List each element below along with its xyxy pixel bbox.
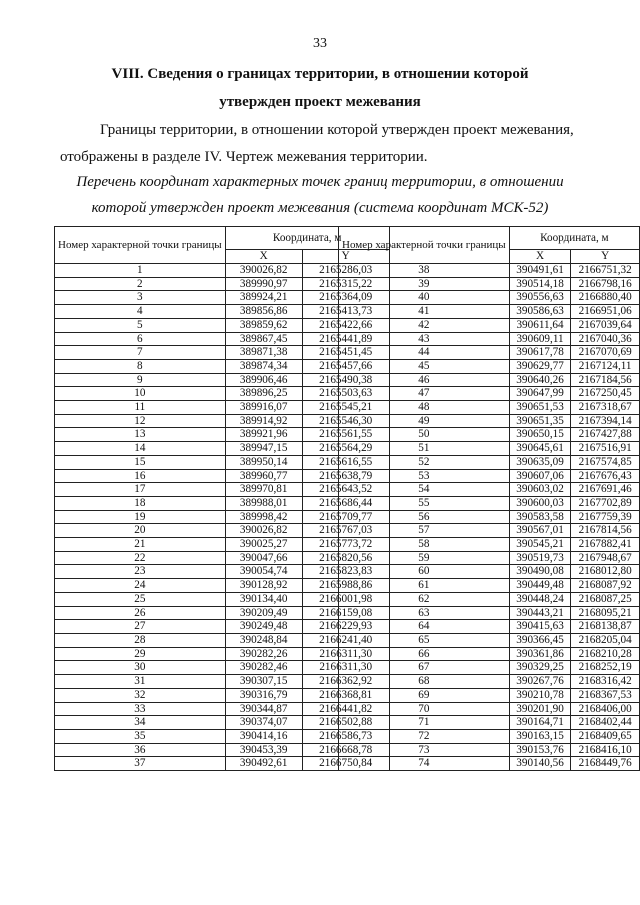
table-row <box>339 757 640 771</box>
x-coordinate-cell: 389859,62 <box>225 318 302 332</box>
point-number-cell: 11 <box>55 401 226 415</box>
point-number-cell: 1 <box>55 264 226 278</box>
header-y: Y <box>571 250 640 264</box>
y-coordinate-cell: 2168402,44 <box>571 716 640 730</box>
y-coordinate-cell: 2167250,45 <box>571 387 640 401</box>
point-number-cell: 32 <box>55 688 226 702</box>
point-number-cell: 7 <box>55 346 226 360</box>
y-coordinate-cell: 2165546,30 <box>302 414 389 428</box>
y-coordinate-cell: 2167039,64 <box>571 318 640 332</box>
point-number-cell: 71 <box>339 716 510 730</box>
point-number-cell: 47 <box>339 387 510 401</box>
x-coordinate-cell: 390556,63 <box>509 291 571 305</box>
x-coordinate-cell: 390519,73 <box>509 551 571 565</box>
x-coordinate-cell: 390374,07 <box>225 716 302 730</box>
point-number-cell: 19 <box>55 510 226 524</box>
x-coordinate-cell: 390163,15 <box>509 729 571 743</box>
point-number-cell: 33 <box>55 702 226 716</box>
x-coordinate-cell: 390609,11 <box>509 332 571 346</box>
y-coordinate-cell: 2165709,77 <box>302 510 389 524</box>
point-number-cell: 21 <box>55 538 226 552</box>
table-row <box>339 688 640 702</box>
x-coordinate-cell: 390567,01 <box>509 524 571 538</box>
y-coordinate-cell: 2165286,03 <box>302 264 389 278</box>
table-row <box>339 387 640 401</box>
x-coordinate-cell: 390603,02 <box>509 483 571 497</box>
x-coordinate-cell: 390026,82 <box>225 524 302 538</box>
table-row <box>339 359 640 373</box>
y-coordinate-cell: 2168416,10 <box>571 743 640 757</box>
y-coordinate-cell: 2166311,30 <box>302 661 389 675</box>
coordinates-table-right <box>338 226 640 771</box>
table-row <box>339 606 640 620</box>
y-coordinate-cell: 2167691,46 <box>571 483 640 497</box>
point-number-cell: 63 <box>339 606 510 620</box>
header-y: Y <box>302 250 389 264</box>
point-number-cell: 20 <box>55 524 226 538</box>
x-coordinate-cell: 389990,97 <box>225 277 302 291</box>
table-row <box>339 551 640 565</box>
x-coordinate-cell: 390282,46 <box>225 661 302 675</box>
point-number-cell: 14 <box>55 442 226 456</box>
y-coordinate-cell: 2168316,42 <box>571 675 640 689</box>
y-coordinate-cell: 2167814,56 <box>571 524 640 538</box>
y-coordinate-cell: 2165490,38 <box>302 373 389 387</box>
x-coordinate-cell: 390640,26 <box>509 373 571 387</box>
point-number-cell: 65 <box>339 633 510 647</box>
y-coordinate-cell: 2167070,69 <box>571 346 640 360</box>
x-coordinate-cell: 389970,81 <box>225 483 302 497</box>
table-row <box>339 510 640 524</box>
point-number-cell: 13 <box>55 428 226 442</box>
y-coordinate-cell: 2165820,56 <box>302 551 389 565</box>
table-row <box>339 496 640 510</box>
x-coordinate-cell: 390248,84 <box>225 633 302 647</box>
y-coordinate-cell: 2166368,81 <box>302 688 389 702</box>
y-coordinate-cell: 2165364,09 <box>302 291 389 305</box>
y-coordinate-cell: 2165422,66 <box>302 318 389 332</box>
y-coordinate-cell: 2165616,55 <box>302 455 389 469</box>
point-number-cell: 39 <box>339 277 510 291</box>
point-number-cell: 40 <box>339 291 510 305</box>
x-coordinate-cell: 390134,40 <box>225 592 302 606</box>
point-number-cell: 34 <box>55 716 226 730</box>
table-row <box>339 702 640 716</box>
table-row <box>339 346 640 360</box>
y-coordinate-cell: 2168095,21 <box>571 606 640 620</box>
x-coordinate-cell: 390054,74 <box>225 565 302 579</box>
y-coordinate-cell: 2165643,52 <box>302 483 389 497</box>
table-row <box>339 592 640 606</box>
x-coordinate-cell: 389856,86 <box>225 305 302 319</box>
point-number-cell: 28 <box>55 633 226 647</box>
y-coordinate-cell: 2167394,14 <box>571 414 640 428</box>
table-row <box>339 716 640 730</box>
table-row <box>339 401 640 415</box>
y-coordinate-cell: 2165767,03 <box>302 524 389 538</box>
y-coordinate-cell: 2168012,80 <box>571 565 640 579</box>
point-number-cell: 73 <box>339 743 510 757</box>
x-coordinate-cell: 390491,61 <box>509 264 571 278</box>
x-coordinate-cell: 390617,78 <box>509 346 571 360</box>
x-coordinate-cell: 389896,25 <box>225 387 302 401</box>
y-coordinate-cell: 2166798,16 <box>571 277 640 291</box>
point-number-cell: 29 <box>55 647 226 661</box>
x-coordinate-cell: 390201,90 <box>509 702 571 716</box>
point-number-cell: 2 <box>55 277 226 291</box>
table-body-right <box>339 264 640 771</box>
point-number-cell: 54 <box>339 483 510 497</box>
point-number-cell: 9 <box>55 373 226 387</box>
y-coordinate-cell: 2167759,39 <box>571 510 640 524</box>
x-coordinate-cell: 390448,24 <box>509 592 571 606</box>
point-number-cell: 74 <box>339 757 510 771</box>
x-coordinate-cell: 390453,39 <box>225 743 302 757</box>
y-coordinate-cell: 2167676,43 <box>571 469 640 483</box>
point-number-cell: 38 <box>339 264 510 278</box>
point-number-cell: 42 <box>339 318 510 332</box>
y-coordinate-cell: 2168367,53 <box>571 688 640 702</box>
x-coordinate-cell: 390586,63 <box>509 305 571 319</box>
point-number-cell: 23 <box>55 565 226 579</box>
table-row <box>339 675 640 689</box>
x-coordinate-cell: 390249,48 <box>225 620 302 634</box>
table-row <box>339 743 640 757</box>
table-caption-line-2: которой утвержден проект межевания (система координат МСК-52) <box>91 200 549 216</box>
table-row <box>339 414 640 428</box>
y-coordinate-cell: 2166880,40 <box>571 291 640 305</box>
point-number-cell: 56 <box>339 510 510 524</box>
x-coordinate-cell: 390449,48 <box>509 579 571 593</box>
x-coordinate-cell: 390366,45 <box>509 633 571 647</box>
x-coordinate-cell: 389950,14 <box>225 455 302 469</box>
point-number-cell: 43 <box>339 332 510 346</box>
x-coordinate-cell: 390651,35 <box>509 414 571 428</box>
point-number-cell: 36 <box>55 743 226 757</box>
section-heading-line-1: VIII. Сведения о границах территории, в отношении которой <box>111 66 529 82</box>
x-coordinate-cell: 390282,26 <box>225 647 302 661</box>
x-coordinate-cell: 390607,06 <box>509 469 571 483</box>
point-number-cell: 50 <box>339 428 510 442</box>
x-coordinate-cell: 390025,27 <box>225 538 302 552</box>
y-coordinate-cell: 2165545,21 <box>302 401 389 415</box>
table-row <box>339 538 640 552</box>
x-coordinate-cell: 390047,66 <box>225 551 302 565</box>
point-number-cell: 45 <box>339 359 510 373</box>
x-coordinate-cell: 390164,71 <box>509 716 571 730</box>
y-coordinate-cell: 2165451,45 <box>302 346 389 360</box>
point-number-cell: 60 <box>339 565 510 579</box>
y-coordinate-cell: 2165457,66 <box>302 359 389 373</box>
x-coordinate-cell: 390583,58 <box>509 510 571 524</box>
x-coordinate-cell: 389871,38 <box>225 346 302 360</box>
header-coordinates: Координата, м <box>225 227 389 250</box>
header-x: X <box>509 250 571 264</box>
point-number-cell: 22 <box>55 551 226 565</box>
y-coordinate-cell: 2168087,92 <box>571 579 640 593</box>
header-x: X <box>225 250 302 264</box>
y-coordinate-cell: 2167040,36 <box>571 332 640 346</box>
x-coordinate-cell: 390611,64 <box>509 318 571 332</box>
point-number-cell: 12 <box>55 414 226 428</box>
x-coordinate-cell: 390545,21 <box>509 538 571 552</box>
y-coordinate-cell: 2165315,22 <box>302 277 389 291</box>
y-coordinate-cell: 2166229,93 <box>302 620 389 634</box>
x-coordinate-cell: 389998,42 <box>225 510 302 524</box>
table-row <box>339 332 640 346</box>
y-coordinate-cell: 2166502,88 <box>302 716 389 730</box>
point-number-cell: 59 <box>339 551 510 565</box>
y-coordinate-cell: 2165441,89 <box>302 332 389 346</box>
point-number-cell: 70 <box>339 702 510 716</box>
x-coordinate-cell: 390414,16 <box>225 729 302 743</box>
x-coordinate-cell: 389874,34 <box>225 359 302 373</box>
point-number-cell: 57 <box>339 524 510 538</box>
header-point-number: Номер характерной точки границы <box>55 227 226 264</box>
y-coordinate-cell: 2167882,41 <box>571 538 640 552</box>
table-row <box>339 524 640 538</box>
point-number-cell: 27 <box>55 620 226 634</box>
point-number-cell: 61 <box>339 579 510 593</box>
y-coordinate-cell: 2166586,73 <box>302 729 389 743</box>
point-number-cell: 37 <box>55 757 226 771</box>
x-coordinate-cell: 389960,77 <box>225 469 302 483</box>
table-row <box>339 318 640 332</box>
x-coordinate-cell: 389988,01 <box>225 496 302 510</box>
table-caption-line-1: Перечень координат характерных точек границ территории, в отношении <box>76 174 564 190</box>
point-number-cell: 49 <box>339 414 510 428</box>
body-paragraph-line-2: отображены в разделе IV. Чертеж межевания территории. <box>60 149 428 165</box>
x-coordinate-cell: 390316,79 <box>225 688 302 702</box>
x-coordinate-cell: 390490,08 <box>509 565 571 579</box>
x-coordinate-cell: 389914,92 <box>225 414 302 428</box>
point-number-cell: 58 <box>339 538 510 552</box>
table-row <box>339 620 640 634</box>
y-coordinate-cell: 2168406,00 <box>571 702 640 716</box>
point-number-cell: 18 <box>55 496 226 510</box>
table-row <box>339 729 640 743</box>
x-coordinate-cell: 390650,15 <box>509 428 571 442</box>
x-coordinate-cell: 390492,61 <box>225 757 302 771</box>
y-coordinate-cell: 2168205,04 <box>571 633 640 647</box>
y-coordinate-cell: 2168087,25 <box>571 592 640 606</box>
y-coordinate-cell: 2166750,84 <box>302 757 389 771</box>
table-row <box>339 633 640 647</box>
x-coordinate-cell: 390267,76 <box>509 675 571 689</box>
table-row <box>339 455 640 469</box>
y-coordinate-cell: 2167574,85 <box>571 455 640 469</box>
x-coordinate-cell: 389921,96 <box>225 428 302 442</box>
y-coordinate-cell: 2166441,82 <box>302 702 389 716</box>
x-coordinate-cell: 390651,53 <box>509 401 571 415</box>
point-number-cell: 26 <box>55 606 226 620</box>
y-coordinate-cell: 2168449,76 <box>571 757 640 771</box>
point-number-cell: 53 <box>339 469 510 483</box>
point-number-cell: 4 <box>55 305 226 319</box>
y-coordinate-cell: 2168409,65 <box>571 729 640 743</box>
y-coordinate-cell: 2166159,08 <box>302 606 389 620</box>
point-number-cell: 25 <box>55 592 226 606</box>
point-number-cell: 62 <box>339 592 510 606</box>
x-coordinate-cell: 389916,07 <box>225 401 302 415</box>
table-row <box>339 291 640 305</box>
point-number-cell: 48 <box>339 401 510 415</box>
point-number-cell: 69 <box>339 688 510 702</box>
x-coordinate-cell: 390344,87 <box>225 702 302 716</box>
body-paragraph-line-1: Границы территории, в отношении которой утвержден проект межевания, <box>100 122 574 138</box>
point-number-cell: 66 <box>339 647 510 661</box>
y-coordinate-cell: 2166751,32 <box>571 264 640 278</box>
y-coordinate-cell: 2167948,67 <box>571 551 640 565</box>
table-row <box>339 264 640 278</box>
y-coordinate-cell: 2165686,44 <box>302 496 389 510</box>
y-coordinate-cell: 2165823,83 <box>302 565 389 579</box>
point-number-cell: 6 <box>55 332 226 346</box>
y-coordinate-cell: 2168210,28 <box>571 647 640 661</box>
point-number-cell: 3 <box>55 291 226 305</box>
point-number-cell: 68 <box>339 675 510 689</box>
point-number-cell: 31 <box>55 675 226 689</box>
x-coordinate-cell: 390361,86 <box>509 647 571 661</box>
table-row <box>339 565 640 579</box>
y-coordinate-cell: 2167702,89 <box>571 496 640 510</box>
y-coordinate-cell: 2168252,19 <box>571 661 640 675</box>
x-coordinate-cell: 389867,45 <box>225 332 302 346</box>
y-coordinate-cell: 2166001,98 <box>302 592 389 606</box>
x-coordinate-cell: 390645,61 <box>509 442 571 456</box>
x-coordinate-cell: 390647,99 <box>509 387 571 401</box>
x-coordinate-cell: 390209,49 <box>225 606 302 620</box>
x-coordinate-cell: 390210,78 <box>509 688 571 702</box>
header-coordinates: Координата, м <box>509 227 639 250</box>
x-coordinate-cell: 390600,03 <box>509 496 571 510</box>
table-row <box>339 469 640 483</box>
y-coordinate-cell: 2166311,30 <box>302 647 389 661</box>
y-coordinate-cell: 2165503,63 <box>302 387 389 401</box>
x-coordinate-cell: 390153,76 <box>509 743 571 757</box>
x-coordinate-cell: 389906,46 <box>225 373 302 387</box>
page-number: 33 <box>313 36 327 51</box>
section-heading-line-2: утвержден проект межевания <box>219 94 421 110</box>
point-number-cell: 17 <box>55 483 226 497</box>
table-row <box>339 483 640 497</box>
y-coordinate-cell: 2165638,79 <box>302 469 389 483</box>
point-number-cell: 10 <box>55 387 226 401</box>
x-coordinate-cell: 390140,56 <box>509 757 571 771</box>
x-coordinate-cell: 390026,82 <box>225 264 302 278</box>
y-coordinate-cell: 2165773,72 <box>302 538 389 552</box>
point-number-cell: 44 <box>339 346 510 360</box>
x-coordinate-cell: 389947,15 <box>225 442 302 456</box>
table-row <box>339 661 640 675</box>
y-coordinate-cell: 2166241,40 <box>302 633 389 647</box>
y-coordinate-cell: 2165413,73 <box>302 305 389 319</box>
y-coordinate-cell: 2165564,29 <box>302 442 389 456</box>
point-number-cell: 5 <box>55 318 226 332</box>
y-coordinate-cell: 2165988,86 <box>302 579 389 593</box>
table-row <box>339 442 640 456</box>
table-row <box>339 579 640 593</box>
point-number-cell: 55 <box>339 496 510 510</box>
table-row <box>339 305 640 319</box>
point-number-cell: 41 <box>339 305 510 319</box>
y-coordinate-cell: 2165561,55 <box>302 428 389 442</box>
y-coordinate-cell: 2167318,67 <box>571 401 640 415</box>
point-number-cell: 24 <box>55 579 226 593</box>
table-row <box>339 428 640 442</box>
x-coordinate-cell: 390329,25 <box>509 661 571 675</box>
table-row <box>339 647 640 661</box>
x-coordinate-cell: 390629,77 <box>509 359 571 373</box>
point-number-cell: 30 <box>55 661 226 675</box>
x-coordinate-cell: 390307,15 <box>225 675 302 689</box>
x-coordinate-cell: 390443,21 <box>509 606 571 620</box>
table-row <box>339 373 640 387</box>
y-coordinate-cell: 2166362,92 <box>302 675 389 689</box>
x-coordinate-cell: 390415,63 <box>509 620 571 634</box>
point-number-cell: 51 <box>339 442 510 456</box>
point-number-cell: 8 <box>55 359 226 373</box>
x-coordinate-cell: 390635,09 <box>509 455 571 469</box>
point-number-cell: 52 <box>339 455 510 469</box>
point-number-cell: 46 <box>339 373 510 387</box>
y-coordinate-cell: 2167427,88 <box>571 428 640 442</box>
table-row <box>339 277 640 291</box>
point-number-cell: 72 <box>339 729 510 743</box>
header-point-number: Номер характерной точки границы <box>339 227 510 264</box>
y-coordinate-cell: 2167124,11 <box>571 359 640 373</box>
x-coordinate-cell: 389924,21 <box>225 291 302 305</box>
point-number-cell: 16 <box>55 469 226 483</box>
y-coordinate-cell: 2167516,91 <box>571 442 640 456</box>
point-number-cell: 67 <box>339 661 510 675</box>
point-number-cell: 35 <box>55 729 226 743</box>
y-coordinate-cell: 2168138,87 <box>571 620 640 634</box>
x-coordinate-cell: 390514,18 <box>509 277 571 291</box>
y-coordinate-cell: 2166668,78 <box>302 743 389 757</box>
y-coordinate-cell: 2167184,56 <box>571 373 640 387</box>
x-coordinate-cell: 390128,92 <box>225 579 302 593</box>
y-coordinate-cell: 2166951,06 <box>571 305 640 319</box>
point-number-cell: 64 <box>339 620 510 634</box>
point-number-cell: 15 <box>55 455 226 469</box>
